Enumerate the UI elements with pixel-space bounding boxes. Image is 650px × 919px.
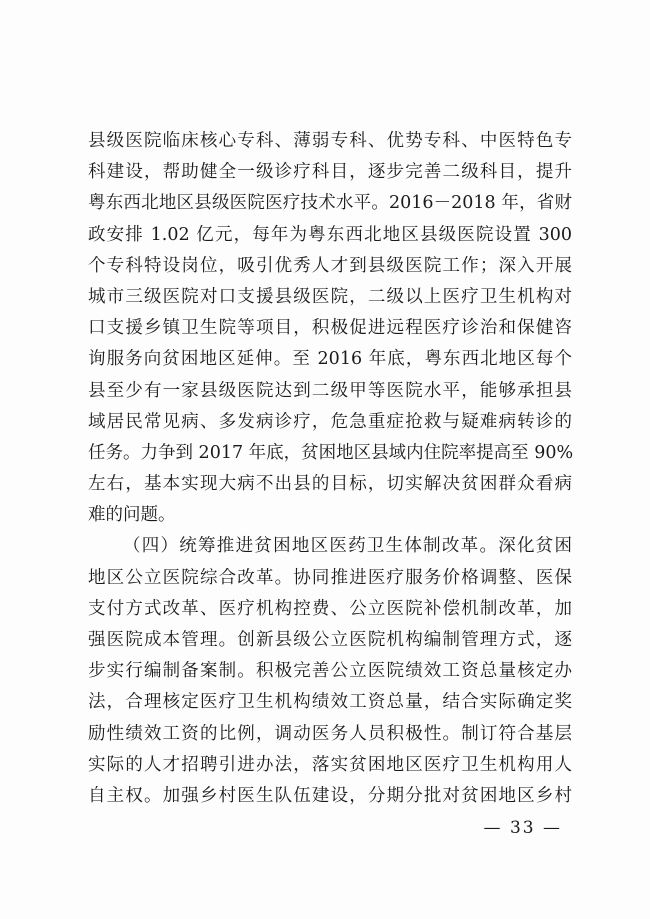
text-line: 城市三级医院对口支援县级医院，二级以上医疗卫生机构对 (88, 286, 572, 307)
paragraph-2 (88, 531, 572, 812)
text-line: 县至少有一家县级医院达到二级甲等医院水平，能够承担县 (88, 380, 572, 401)
text-line: 难的问题。 (88, 505, 176, 526)
text-line: 强医院成本管理。创新县级公立医院机构编制管理方式，逐 (88, 630, 572, 650)
text-line: 实际的人才招聘引进办法，落实贫困地区医疗卫生机构用人 (88, 754, 572, 775)
text-line: 步实行编制备案制。积极完善公立医院绩效工资总量核定办 (88, 661, 572, 682)
text-line: 法，合理核定医疗卫生机构绩效工资总量，结合实际确定奖 (88, 692, 572, 713)
page-number: — 33 — (483, 818, 562, 838)
text-line: 任务。力争到 2017 年底，贫困地区县域内住院率提高至 90% (88, 442, 574, 463)
text-line: 县级医院临床核心专科、薄弱专科、优势专科、中医特色专 (88, 131, 572, 151)
text-line: 科建设，帮助健全一级诊疗科目，逐步完善二级科目，提升 (88, 162, 572, 183)
text-line: 地区公立医院综合改革。协同推进医疗服务价格调整、医保 (88, 567, 572, 588)
text-line: 左右，基本实现大病不出县的目标，切实解决贫困群众看病 (88, 474, 572, 495)
text-line: 口支援乡镇卫生院等项目，积极促进远程医疗诊治和保健咨 (88, 318, 572, 339)
section-heading-line: （四）统筹推进贫困地区医药卫生体制改革。深化贫困 (123, 536, 572, 557)
text-line: 询服务向贫困地区延伸。至 2016 年底，粤东西北地区每个 (88, 349, 572, 370)
body-text (88, 126, 572, 812)
text-line: 域居民常见病、多发病诊疗，危急重症抢救与疑难病转诊的 (88, 411, 572, 432)
text-line: 励性绩效工资的比例，调动医务人员积极性。制订符合基层 (88, 723, 572, 744)
text-line: 支付方式改革、医疗机构控费、公立医院补偿机制改革，加 (88, 598, 572, 619)
text-line: 政安排 1.02 亿元，每年为粤东西北地区县级医院设置 300 (88, 224, 572, 245)
text-line: 粤东西北地区县级医院医疗技术水平。2016－2018 年，省财 (88, 193, 572, 214)
text-line: 个专科特设岗位，吸引优秀人才到县级医院工作；深入开展 (88, 255, 572, 276)
paragraph-1 (88, 126, 572, 531)
text-line: 自主权。加强乡村医生队伍建设，分期分批对贫困地区乡村 (88, 785, 572, 806)
